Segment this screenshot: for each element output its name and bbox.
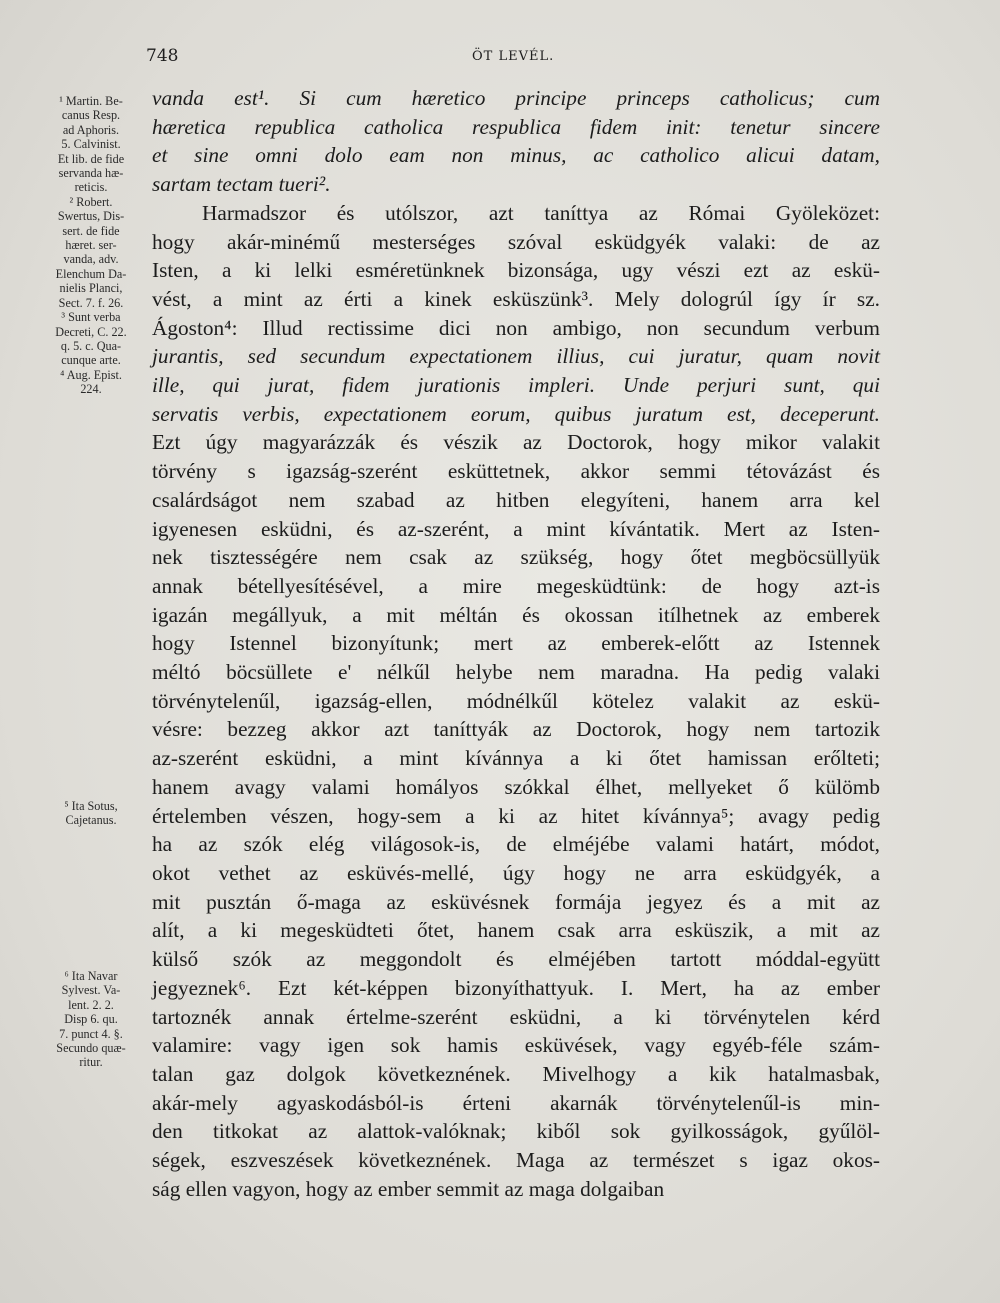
margin-note-line: ritur. — [79, 1055, 103, 1070]
text-line: okot vethet az esküvés-mellé, úgy hogy ne arra esküdgyék, a — [152, 860, 880, 885]
text-line: tartoznék annak értelme-szerént esküdni, a ki törvénytelen kérd — [152, 1004, 880, 1029]
margin-note-line: reticis. — [74, 180, 108, 195]
margin-notes — [30, 94, 152, 1070]
text-line: ha az szók elég világosok-is, de elméjébe valami határt, módot, — [152, 832, 880, 857]
margin-note-line: ad Aphoris. — [62, 122, 120, 137]
margin-note — [30, 969, 152, 1070]
text-line: törvénytelenűl, igazság-ellen, módnélkűl kötelez valakit az eskü- — [152, 688, 880, 713]
margin-note-line: q. 5. c. Qua- — [60, 338, 122, 353]
margin-note-line: Elenchum Da- — [55, 266, 127, 281]
margin-note — [30, 94, 152, 195]
text-line: mit pusztán ő-maga az esküvésnek formája jegyez és a mit az — [152, 889, 880, 914]
running-title: ÖT LEVÉL. — [472, 49, 555, 64]
text-line: et sine omni dolo eam non minus, ac catholico alicui datam, — [152, 143, 880, 168]
text-line: Ágoston⁴: Illud rectissime dici non ambigo, non secundum verbum — [152, 315, 880, 340]
margin-note-line: Secundo quæ- — [56, 1041, 126, 1056]
margin-note-line: sert. de fide — [62, 223, 120, 238]
text-line: jurantis, sed secundum expectationem illius, cui juratur, quam novit — [152, 344, 880, 369]
text-line: servatis verbis, expectationem eorum, quibus juratum est, deceperunt. — [152, 401, 880, 426]
margin-note — [30, 799, 152, 828]
margin-note-line: hæret. ser- — [65, 238, 117, 253]
text-line: sartam tectam tueri². — [152, 172, 331, 197]
text-line: igazán megállyuk, a mit méltán és okossan itílhetnek az emberek — [152, 602, 880, 627]
text-line: külső szók az meggondolt és elméjében tartott móddal-együtt — [152, 947, 880, 972]
margin-note-line: nielis Planci, — [59, 281, 123, 296]
text-line: az-szerént esküdni, a mint kívánnya a ki őtet hamissan erőlteti; — [152, 746, 880, 771]
text-line: den titkokat az alattok-valóknak; kiből sok gyilkosságok, gyűlöl- — [152, 1119, 880, 1144]
text-line: Isten, a ki lelki esméretünknek bizonsága, ugy vészi ezt az eskü- — [152, 258, 880, 283]
page-number: 748 — [146, 46, 179, 66]
margin-note-line: cunque arte. — [61, 353, 121, 368]
text-line: Harmadszor és utólszor, azt taníttya az Római Gyöleközet: — [202, 200, 880, 225]
text-line: vést, a mint az érti a kinek esküszünk³. Mely dologrúl így ír sz. — [152, 286, 880, 311]
text-line: vanda est¹. Si cum hæretico principe princeps catholicus; cum — [152, 86, 880, 110]
margin-note-line: ⁵ Ita Sotus, — [64, 799, 118, 813]
margin-note-line: Cajetanus. — [65, 813, 117, 828]
margin-note-line: Sylvest. Va- — [61, 983, 121, 998]
body-text — [152, 84, 880, 1203]
text-line: hæretica republica catholica respublica fidem init: tenetur sincere — [152, 114, 880, 139]
text-line: vésre: bezzeg akkor azt taníttyák az Doctorok, hogy nem tartozik — [152, 717, 880, 742]
margin-note-line: servanda hæ- — [58, 166, 124, 181]
text-line: méltó böcsüllete e' nélkűl helybe nem maradna. Ha pedig valaki — [152, 660, 880, 685]
text-line: értelemben vészen, hogy-sem a ki az hitet kívánnya⁵; avagy pedig — [152, 803, 880, 828]
margin-note-line: ⁴ Aug. Epist. — [60, 367, 122, 382]
margin-note-line: ¹ Martin. Be- — [59, 94, 123, 108]
text-line: jegyeznek⁶. Ezt két-képpen bizonyíthattyuk. I. Mert, ha az ember — [152, 975, 880, 1000]
text-line: hanem avagy valami homályos szókkal élhet, mellyeket ő külömb — [152, 774, 880, 799]
margin-note-line: Et lib. de fide — [57, 151, 125, 166]
text-line: igyenesen esküdni, és az-szerént, a mint kívántatik. Mert az Isten- — [152, 516, 880, 541]
margin-note-line: 5. Calvinist. — [61, 137, 121, 152]
text-line: ság ellen vagyon, hogy az ember semmit az maga dolgaiban — [152, 1176, 665, 1201]
margin-note-line: canus Resp. — [61, 108, 121, 123]
margin-note-line: Decreti, C. 22. — [55, 324, 127, 339]
margin-note-line: 7. punct 4. §. — [59, 1026, 123, 1041]
text-line: ille, qui jurat, fidem jurationis impleri. Unde perjuri sunt, qui — [152, 373, 880, 398]
text-line: annak bétellyesítésével, a mire megesküdtünk: de hogy azt-is — [152, 573, 880, 598]
margin-note-line: lent. 2. 2. — [68, 997, 114, 1012]
text-line: csalárdságot nem szabad az hitben elegyíteni, hanem arra kel — [152, 487, 880, 512]
text-line: alít, a ki megesküdteti őtet, hanem csak arra esküszik, a mit az — [152, 918, 880, 943]
margin-note-line: Swertus, Dis- — [57, 209, 125, 224]
text-line: hogy Istennel bizonyítunk; mert az emberek-előtt az Istennek — [152, 631, 880, 656]
margin-note — [30, 195, 152, 310]
margin-note-line: ² Robert. — [69, 194, 113, 209]
text-line: törvény s igazság-szerént esküttetnek, akkor semmi tétovázást és — [152, 459, 880, 484]
text-line: valamire: vagy igen sok hamis esküvések, vagy egyéb-féle szám- — [152, 1033, 880, 1058]
text-line: talan gaz dolgok következnének. Mivelhogy a kik hatalmasbak, — [152, 1061, 880, 1086]
margin-note-line: 224. — [80, 382, 102, 397]
margin-note — [30, 310, 152, 368]
text-line: nek tisztességére nem csak az szükség, hogy őtet megböcsüllyük — [152, 545, 880, 570]
text-line: ségek, eszveszések következnének. Maga az természet s igaz okos- — [152, 1148, 880, 1173]
margin-note-line: Sect. 7. f. 26. — [58, 295, 124, 310]
text-line: Ezt úgy magyarázzák és vészik az Doctorok, hogy mikor valakit — [152, 430, 880, 455]
margin-note — [30, 368, 152, 397]
text-line: akár-mely agyaskodásból-is érteni akarnák törvénytelenűl-is min- — [152, 1090, 880, 1115]
margin-note-line: ³ Sunt verba — [61, 310, 121, 325]
page-header — [0, 46, 1000, 70]
margin-note-line: vanda, adv. — [63, 252, 119, 267]
text-line: hogy akár-minémű mesterséges szóval esküdgyék valaki: de az — [152, 229, 880, 254]
margin-note-line: ⁶ Ita Navar — [64, 969, 118, 983]
margin-note-line: Disp 6. qu. — [64, 1012, 118, 1027]
